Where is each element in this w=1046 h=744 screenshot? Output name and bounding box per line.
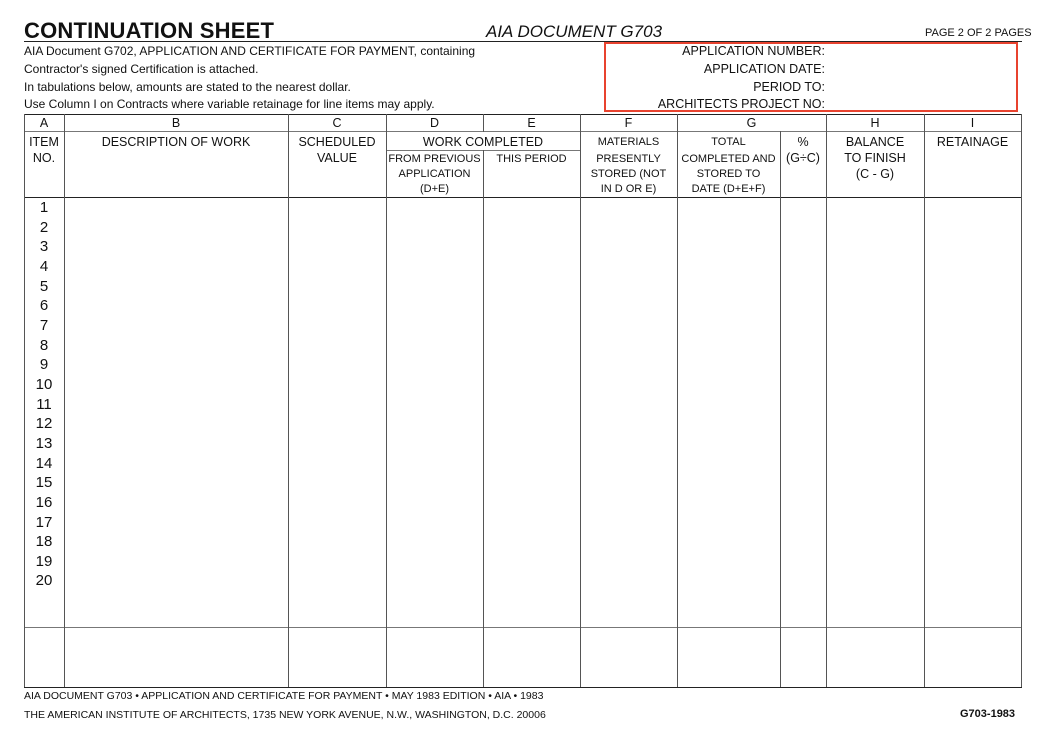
row-number: 16 <box>35 494 53 511</box>
row-number: 6 <box>39 297 49 314</box>
intro-line-1: AIA Document G702, APPLICATION AND CERTIFICATE FOR PAYMENT, containing <box>24 44 476 58</box>
total-line-3: STORED TO <box>696 168 761 180</box>
row-number: 20 <box>35 572 53 589</box>
application-number-label: APPLICATION NUMBER: <box>682 44 825 58</box>
from-previous-header <box>386 152 483 197</box>
from-previous-line-2: APPLICATION <box>398 168 471 180</box>
total-line-2: COMPLETED AND <box>681 153 776 165</box>
col-divider-c <box>386 114 387 687</box>
row-number: 17 <box>35 514 53 531</box>
row-number: 13 <box>35 435 53 452</box>
total-line-4: DATE (D+E+F) <box>691 183 766 195</box>
col-letter-i: I <box>970 116 975 130</box>
balance-header <box>826 134 924 182</box>
description-header: DESCRIPTION OF WORK <box>101 135 251 149</box>
col-divider-g <box>826 114 827 687</box>
this-period-header: THIS PERIOD <box>496 153 567 165</box>
table-bottom-rule <box>24 687 1022 688</box>
col-divider-g-pct <box>780 131 781 687</box>
intro-line-2: Contractor's signed Certification is attached. <box>24 62 259 76</box>
form-number: G703-1983 <box>960 708 1016 720</box>
materials-line-3: STORED (NOT <box>590 168 667 180</box>
col-letter-a: A <box>39 116 49 130</box>
percent-line-1: % <box>797 135 809 149</box>
row-number: 7 <box>39 317 49 334</box>
col-letter-h: H <box>870 116 880 130</box>
scheduled-value-header <box>288 134 386 166</box>
total-line-1: TOTAL <box>711 136 746 148</box>
col-divider-a <box>64 114 65 687</box>
architects-project-label: ARCHITECTS PROJECT NO: <box>657 97 825 111</box>
col-letter-e: E <box>527 116 536 130</box>
from-previous-line-1: FROM PREVIOUS <box>388 153 481 165</box>
retainage-header: RETAINAGE <box>936 135 1009 149</box>
col-divider-h <box>924 114 925 687</box>
percent-header <box>780 134 826 166</box>
percent-line-2: (G÷C) <box>786 151 820 165</box>
row-number: 9 <box>39 356 49 373</box>
item-no-header <box>24 134 64 166</box>
row-number: 18 <box>35 533 53 550</box>
col-letter-f: F <box>624 116 633 130</box>
row-number: 3 <box>39 238 49 255</box>
balance-line-1: BALANCE <box>845 135 905 149</box>
col-letter-c: C <box>332 116 342 130</box>
work-completed-header: WORK COMPLETED <box>422 135 544 149</box>
col-divider-d <box>483 150 484 687</box>
row-number: 11 <box>36 396 52 413</box>
scheduled-line-2: VALUE <box>316 151 358 165</box>
item-no-line-1: ITEM <box>29 135 59 149</box>
balance-line-3: (C - G) <box>855 167 895 181</box>
document-name: AIA DOCUMENT G703 <box>486 22 663 41</box>
footer-line-2: THE AMERICAN INSTITUTE OF ARCHITECTS, 1735 NEW YORK AVENUE, N.W., WASHINGTON, D.C. 20006 <box>24 709 546 721</box>
balance-line-2: TO FINISH <box>844 151 906 165</box>
col-letter-g: G <box>746 116 757 130</box>
row-number: 19 <box>35 553 53 570</box>
row-number: 14 <box>35 455 53 472</box>
materials-line-1: MATERIALS <box>597 136 660 148</box>
table-right-edge <box>1021 114 1022 687</box>
row-number: 10 <box>35 376 53 393</box>
col-letter-d: D <box>429 116 440 130</box>
total-completed-header <box>677 135 780 197</box>
row-number: 2 <box>39 219 49 236</box>
intro-line-4: Use Column I on Contracts where variable retainage for line items may apply. <box>24 97 435 111</box>
period-to-label: PERIOD TO: <box>753 80 825 94</box>
col-divider-e <box>580 114 581 687</box>
letter-row-rule <box>24 131 1022 132</box>
intro-line-3: In tabulations below, amounts are stated to the nearest dollar. <box>24 80 351 94</box>
col-divider-b <box>288 114 289 687</box>
row-number: 12 <box>35 415 53 432</box>
scheduled-line-1: SCHEDULED <box>298 135 376 149</box>
from-previous-line-3: (D+E) <box>419 183 450 195</box>
col-letter-b: B <box>171 116 181 130</box>
materials-line-2: PRESENTLY <box>596 153 661 165</box>
row-number: 5 <box>39 278 49 295</box>
col-divider-f <box>677 114 678 687</box>
header-bottom-rule <box>24 197 1022 198</box>
totals-rule <box>24 627 1022 628</box>
table-top-rule <box>24 114 1022 115</box>
page-title: CONTINUATION SHEET <box>24 18 275 43</box>
application-date-label: APPLICATION DATE: <box>703 62 825 76</box>
footer-line-1: AIA DOCUMENT G703 • APPLICATION AND CERTIFICATE FOR PAYMENT • MAY 1983 EDITION • AIA • 1983 <box>24 690 544 702</box>
page-info: PAGE 2 OF 2 PAGES <box>925 27 1032 39</box>
row-number: 15 <box>35 474 53 491</box>
row-number: 4 <box>39 258 49 275</box>
row-number: 1 <box>39 199 49 216</box>
materials-header <box>580 135 677 197</box>
materials-line-4: IN D OR E) <box>600 183 657 195</box>
row-number: 8 <box>39 337 49 354</box>
item-no-line-2: NO. <box>32 151 56 165</box>
